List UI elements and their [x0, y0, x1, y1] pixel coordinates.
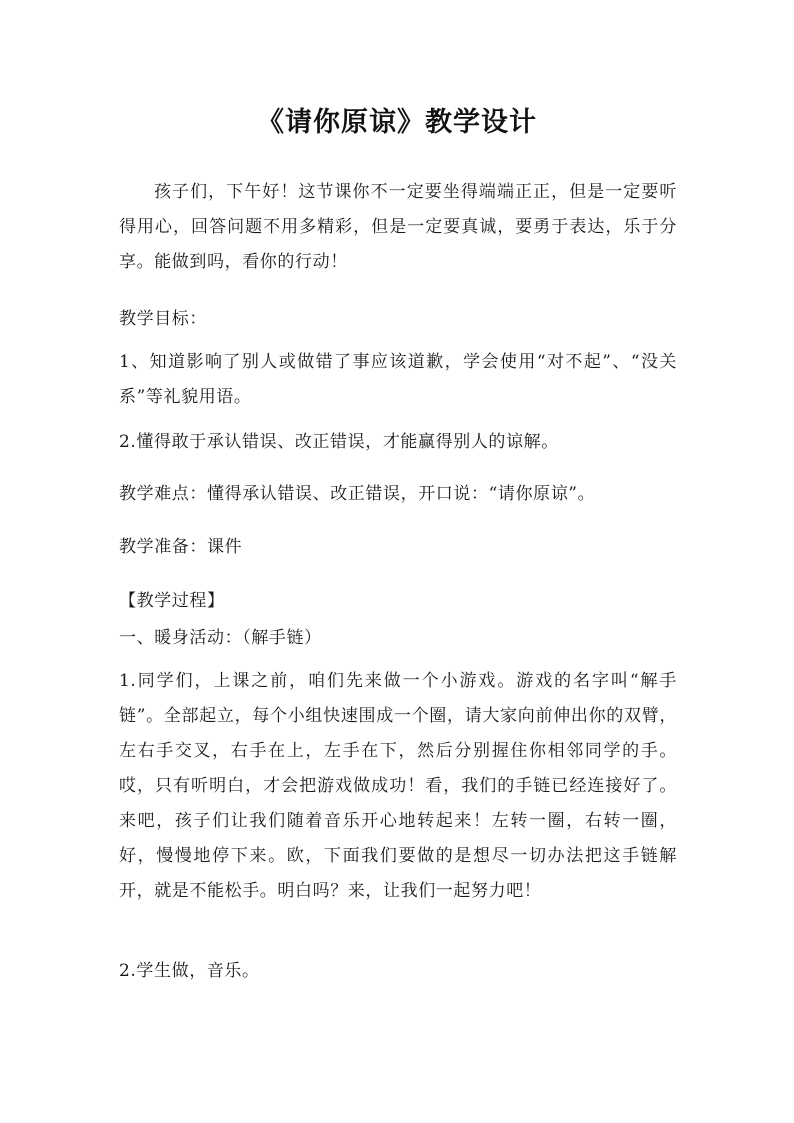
goal-item-1: 1、知道影响了别人或做错了事应该道歉，学会使用“对不起”、“没关系”等礼貌用语。 [119, 352, 677, 407]
preparation-line: 教学准备：课件 [119, 537, 243, 557]
step-2-paragraph: 2.学生做，音乐。 [119, 961, 260, 981]
difficulty-line: 教学难点：懂得承认错误、改正错误，开口说：“请你原谅”。 [119, 484, 596, 504]
section-heading-warmup: 一、暖身活动：（解手链） [119, 628, 322, 648]
goals-heading: 教学目标： [119, 309, 207, 329]
step-1-paragraph: 1.同学们，上课之前，咱们先来做一个小游戏。游戏的名字叫“解手链”。全部起立，每个小组快速围成一个圈，请大家向前伸出你的双臂，左右手交叉，右手在上，左手在下，然后分别握住你相邻同学的手。哎，只有听明白，才会把游戏做成功！看，我们的手链已经连接好了。来吧，孩子们让我们随着音乐开心地转起来！左转一圈，右转一圈，好，慢慢地停下来。欧，下面我们要做的是想尽一切办法把这手链解开，就是不能松手。明白吗？来，让我们一起努力吧！ [119, 671, 677, 901]
process-heading: 【教学过程】 [119, 591, 225, 611]
document-title: 《请你原谅》教学设计 [257, 107, 537, 138]
goal-item-2: 2.懂得敢于承认错误、改正错误，才能赢得别人的谅解。 [119, 432, 559, 452]
intro-paragraph: 孩子们，下午好！这节课你不一定要坐得端端正正，但是一定要听得用心，回答问题不用多精彩，但是一定要真诚，要勇于表达，乐于分享。能做到吗，看你的行动！ [119, 182, 677, 272]
